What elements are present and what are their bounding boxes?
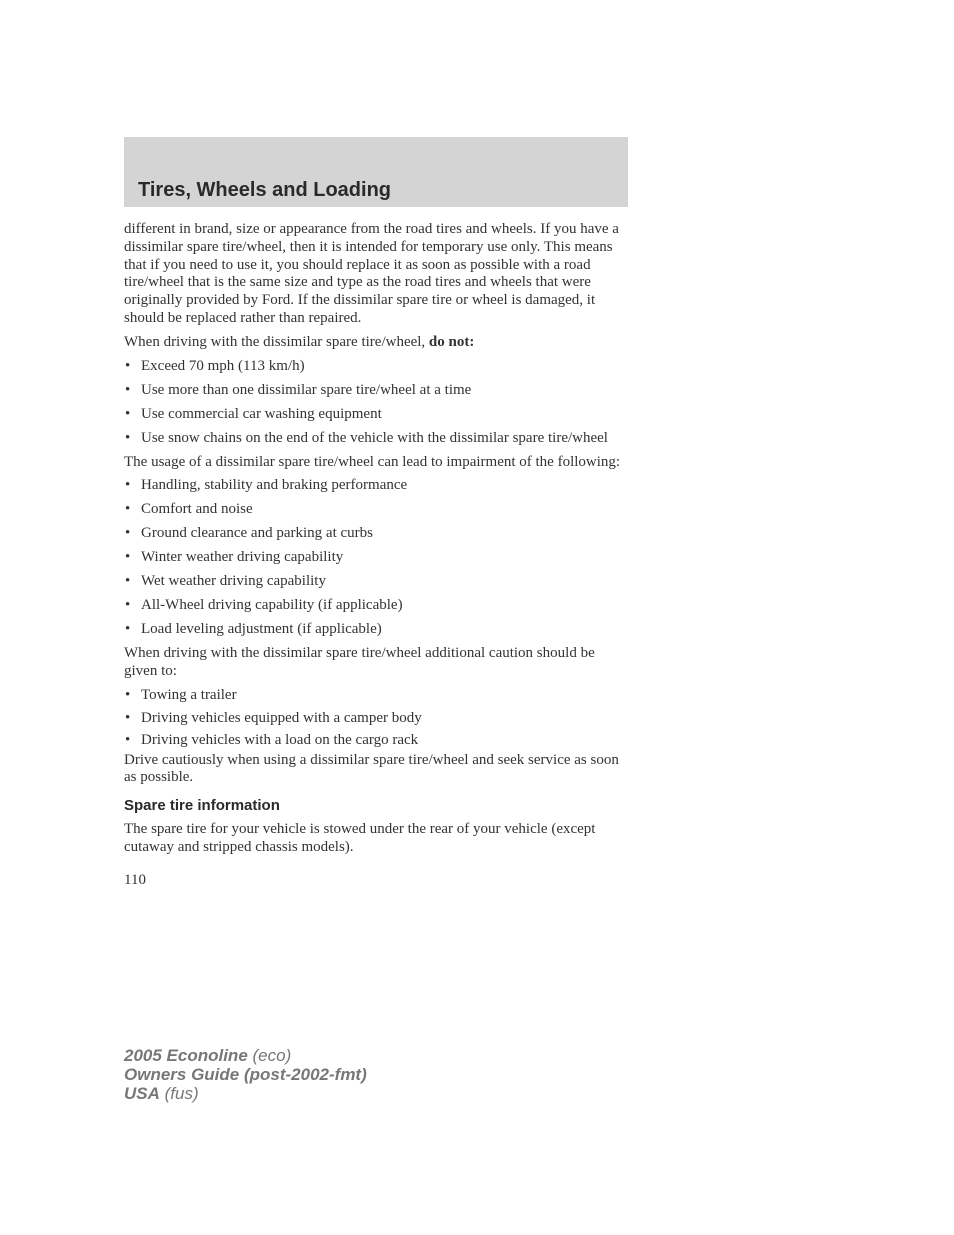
paragraph: The usage of a dissimilar spare tire/wheel can lead to impairment of the following: [124, 453, 621, 470]
page-number: 110 [124, 871, 146, 888]
list-item: • Exceed 70 mph (113 km/h) [124, 358, 628, 376]
list-item: • Winter weather driving capability [124, 549, 628, 567]
bullet-list [124, 477, 628, 639]
emphasis-text: do not: [428, 333, 475, 350]
subheading: Spare tire information [124, 797, 280, 815]
footer-model-code: (eco) [247, 1046, 292, 1065]
list-item: • Load leveling adjustment (if applicable) [124, 621, 628, 639]
list-item: • Use commercial car washing equipment [124, 406, 628, 424]
page-content [124, 221, 628, 890]
paragraph: The spare tire for your vehicle is stowed under the rear of your vehicle (except cutaway and stripped chassis models). [124, 821, 596, 855]
footer-line [124, 1065, 367, 1084]
list-item: • Handling, stability and braking performance [124, 477, 628, 495]
footer-line [124, 1046, 367, 1065]
paragraph: different in brand, size or appearance from the road tires and wheels. If you have a dissimilar spare tire/wheel, then it is intended for temporary use only. This means that if you need to use it, you should replace it as soon as possible with a road tire/wheel that is the same size and type as the road tires and wheels that were originally provided by Ford. If the dissimilar spare tire or wheel is damaged, it should be replaced rather than repaired. [124, 221, 619, 326]
footer-guide: Owners Guide (post-2002-fmt) [124, 1065, 367, 1084]
list-item: • Driving vehicles with a load on the cargo rack [124, 732, 628, 750]
bullet-list [124, 358, 628, 448]
list-item: • Use snow chains on the end of the vehicle with the dissimilar spare tire/wheel [124, 430, 628, 448]
paragraph [124, 334, 628, 352]
list-item: • Driving vehicles equipped with a camper body [124, 710, 628, 728]
document-footer [124, 1046, 367, 1103]
bullet-list [124, 687, 628, 750]
list-item: • Use more than one dissimilar spare tire/wheel at a time [124, 382, 628, 400]
section-title: Tires, Wheels and Loading [138, 179, 392, 201]
footer-market: USA [124, 1084, 160, 1103]
footer-market-code: (fus) [159, 1084, 199, 1103]
paragraph-lead: When driving with the dissimilar spare tire/wheel, [124, 333, 429, 350]
list-item: • Towing a trailer [124, 687, 628, 705]
list-item: • All-Wheel driving capability (if applicable) [124, 597, 628, 615]
paragraph: When driving with the dissimilar spare tire/wheel additional caution should be given to: [124, 645, 595, 679]
list-item: • Comfort and noise [124, 501, 628, 519]
footer-line [124, 1084, 367, 1103]
list-item: • Wet weather driving capability [124, 573, 628, 591]
paragraph: Drive cautiously when using a dissimilar spare tire/wheel and seek service as soon as possible. [124, 752, 619, 785]
section-header-band [124, 137, 628, 207]
list-item: • Ground clearance and parking at curbs [124, 525, 628, 543]
footer-model: 2005 Econoline [124, 1046, 248, 1065]
